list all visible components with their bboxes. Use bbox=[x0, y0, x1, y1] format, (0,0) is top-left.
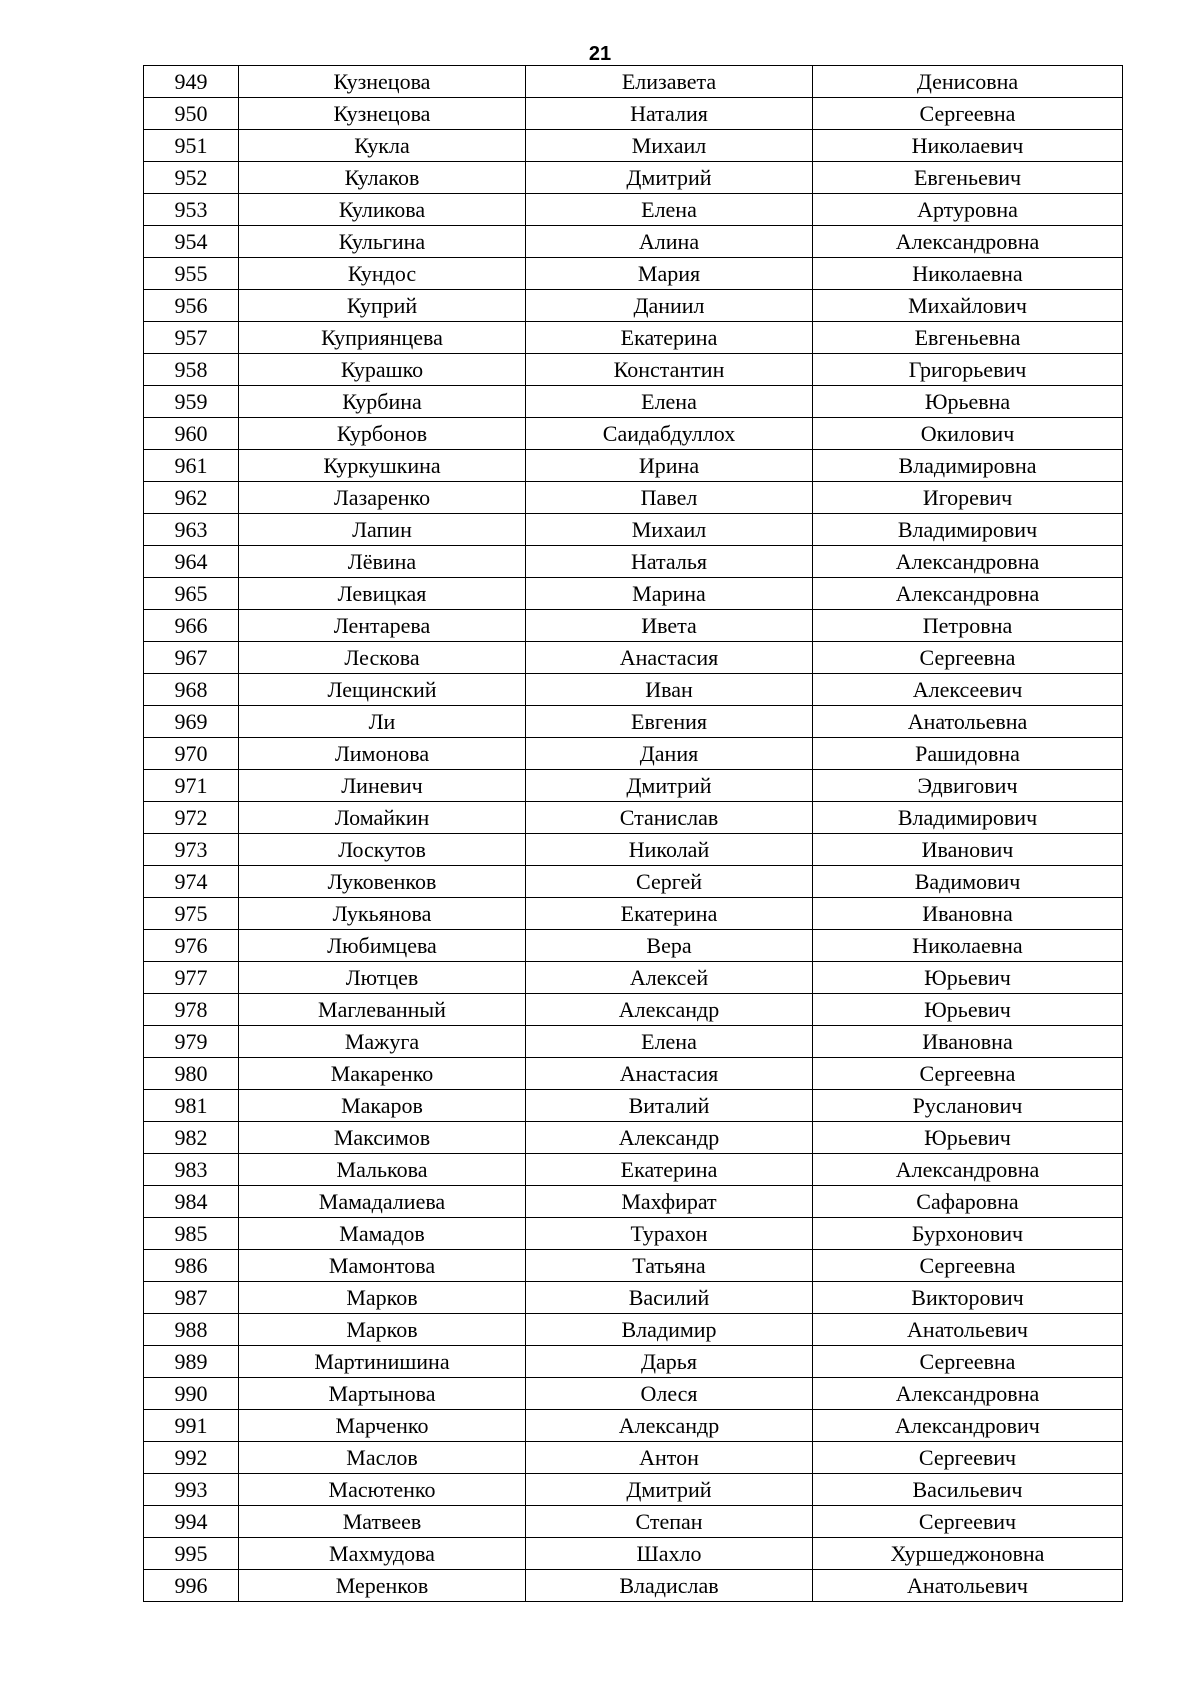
surname-cell: Лескова bbox=[239, 642, 526, 674]
patronymic-cell: Александровна bbox=[813, 226, 1123, 258]
first-name-cell: Алина bbox=[526, 226, 813, 258]
page-number: 21 bbox=[588, 43, 612, 65]
first-name-cell: Елизавета bbox=[526, 66, 813, 98]
row-number-cell: 989 bbox=[144, 1346, 239, 1378]
row-number-cell: 952 bbox=[144, 162, 239, 194]
surname-cell: Линевич bbox=[239, 770, 526, 802]
surname-cell: Лоскутов bbox=[239, 834, 526, 866]
first-name-cell: Николай bbox=[526, 834, 813, 866]
row-number-cell: 968 bbox=[144, 674, 239, 706]
table-row bbox=[144, 610, 1123, 642]
surname-cell: Лазаренко bbox=[239, 482, 526, 514]
table-row bbox=[144, 1314, 1123, 1346]
surname-cell: Кузнецова bbox=[239, 66, 526, 98]
patronymic-cell: Хуршеджоновна bbox=[813, 1538, 1123, 1570]
table-row bbox=[144, 1282, 1123, 1314]
patronymic-cell: Сергеевна bbox=[813, 98, 1123, 130]
table-row bbox=[144, 1410, 1123, 1442]
patronymic-cell: Игоревич bbox=[813, 482, 1123, 514]
table-row bbox=[144, 322, 1123, 354]
surname-cell: Куприй bbox=[239, 290, 526, 322]
surname-cell: Лещинский bbox=[239, 674, 526, 706]
row-number-cell: 949 bbox=[144, 66, 239, 98]
patronymic-cell: Анатольевна bbox=[813, 706, 1123, 738]
row-number-cell: 951 bbox=[144, 130, 239, 162]
surname-cell: Махмудова bbox=[239, 1538, 526, 1570]
surname-cell: Кулаков bbox=[239, 162, 526, 194]
surname-cell: Курбонов bbox=[239, 418, 526, 450]
row-number-cell: 971 bbox=[144, 770, 239, 802]
row-number-cell: 979 bbox=[144, 1026, 239, 1058]
table-row bbox=[144, 770, 1123, 802]
patronymic-cell: Александровна bbox=[813, 578, 1123, 610]
table-row bbox=[144, 706, 1123, 738]
patronymic-cell: Анатольевич bbox=[813, 1570, 1123, 1602]
row-number-cell: 978 bbox=[144, 994, 239, 1026]
patronymic-cell: Юрьевич bbox=[813, 994, 1123, 1026]
surname-cell: Лентарева bbox=[239, 610, 526, 642]
surname-cell: Марков bbox=[239, 1282, 526, 1314]
table-row bbox=[144, 962, 1123, 994]
patronymic-cell: Викторович bbox=[813, 1282, 1123, 1314]
surname-cell: Лукьянова bbox=[239, 898, 526, 930]
first-name-cell: Марина bbox=[526, 578, 813, 610]
row-number-cell: 953 bbox=[144, 194, 239, 226]
row-number-cell: 987 bbox=[144, 1282, 239, 1314]
patronymic-cell: Сергеевич bbox=[813, 1442, 1123, 1474]
roster-body bbox=[144, 66, 1123, 1602]
surname-cell: Максимов bbox=[239, 1122, 526, 1154]
first-name-cell: Махфират bbox=[526, 1186, 813, 1218]
first-name-cell: Дмитрий bbox=[526, 162, 813, 194]
surname-cell: Мамадов bbox=[239, 1218, 526, 1250]
row-number-cell: 993 bbox=[144, 1474, 239, 1506]
first-name-cell: Виталий bbox=[526, 1090, 813, 1122]
surname-cell: Кузнецова bbox=[239, 98, 526, 130]
first-name-cell: Павел bbox=[526, 482, 813, 514]
first-name-cell: Екатерина bbox=[526, 898, 813, 930]
first-name-cell: Елена bbox=[526, 194, 813, 226]
row-number-cell: 966 bbox=[144, 610, 239, 642]
first-name-cell: Дмитрий bbox=[526, 770, 813, 802]
patronymic-cell: Евгеньевна bbox=[813, 322, 1123, 354]
first-name-cell: Александр bbox=[526, 1410, 813, 1442]
surname-cell: Кукла bbox=[239, 130, 526, 162]
surname-cell: Кульгина bbox=[239, 226, 526, 258]
patronymic-cell: Владимирович bbox=[813, 802, 1123, 834]
table-row bbox=[144, 1026, 1123, 1058]
surname-cell: Лимонова bbox=[239, 738, 526, 770]
table-row bbox=[144, 930, 1123, 962]
patronymic-cell: Александровна bbox=[813, 1154, 1123, 1186]
patronymic-cell: Владимирович bbox=[813, 514, 1123, 546]
row-number-cell: 982 bbox=[144, 1122, 239, 1154]
patronymic-cell: Сафаровна bbox=[813, 1186, 1123, 1218]
patronymic-cell: Денисовна bbox=[813, 66, 1123, 98]
row-number-cell: 965 bbox=[144, 578, 239, 610]
surname-cell: Ломайкин bbox=[239, 802, 526, 834]
table-row bbox=[144, 1442, 1123, 1474]
row-number-cell: 986 bbox=[144, 1250, 239, 1282]
row-number-cell: 955 bbox=[144, 258, 239, 290]
surname-cell: Кундос bbox=[239, 258, 526, 290]
row-number-cell: 960 bbox=[144, 418, 239, 450]
row-number-cell: 959 bbox=[144, 386, 239, 418]
surname-cell: Марченко bbox=[239, 1410, 526, 1442]
first-name-cell: Константин bbox=[526, 354, 813, 386]
first-name-cell: Екатерина bbox=[526, 322, 813, 354]
row-number-cell: 954 bbox=[144, 226, 239, 258]
surname-cell: Матвеев bbox=[239, 1506, 526, 1538]
table-row bbox=[144, 1218, 1123, 1250]
table-row bbox=[144, 898, 1123, 930]
table-row bbox=[144, 994, 1123, 1026]
patronymic-cell: Евгеньевич bbox=[813, 162, 1123, 194]
first-name-cell: Дания bbox=[526, 738, 813, 770]
first-name-cell: Александр bbox=[526, 1122, 813, 1154]
patronymic-cell: Сергеевна bbox=[813, 1346, 1123, 1378]
first-name-cell: Сергей bbox=[526, 866, 813, 898]
row-number-cell: 991 bbox=[144, 1410, 239, 1442]
surname-cell: Мартынова bbox=[239, 1378, 526, 1410]
patronymic-cell: Сергеевич bbox=[813, 1506, 1123, 1538]
patronymic-cell: Сергеевна bbox=[813, 1250, 1123, 1282]
row-number-cell: 969 bbox=[144, 706, 239, 738]
row-number-cell: 963 bbox=[144, 514, 239, 546]
first-name-cell: Дарья bbox=[526, 1346, 813, 1378]
patronymic-cell: Бурхонович bbox=[813, 1218, 1123, 1250]
row-number-cell: 984 bbox=[144, 1186, 239, 1218]
table-row bbox=[144, 514, 1123, 546]
row-number-cell: 970 bbox=[144, 738, 239, 770]
surname-cell: Меренков bbox=[239, 1570, 526, 1602]
row-number-cell: 995 bbox=[144, 1538, 239, 1570]
row-number-cell: 957 bbox=[144, 322, 239, 354]
table-row bbox=[144, 578, 1123, 610]
patronymic-cell: Ивановна bbox=[813, 898, 1123, 930]
table-row bbox=[144, 1250, 1123, 1282]
first-name-cell: Елена bbox=[526, 386, 813, 418]
surname-cell: Масютенко bbox=[239, 1474, 526, 1506]
row-number-cell: 981 bbox=[144, 1090, 239, 1122]
patronymic-cell: Петровна bbox=[813, 610, 1123, 642]
table-row bbox=[144, 866, 1123, 898]
table-row bbox=[144, 738, 1123, 770]
patronymic-cell: Анатольевич bbox=[813, 1314, 1123, 1346]
row-number-cell: 994 bbox=[144, 1506, 239, 1538]
surname-cell: Макаренко bbox=[239, 1058, 526, 1090]
surname-cell: Макаров bbox=[239, 1090, 526, 1122]
first-name-cell: Дмитрий bbox=[526, 1474, 813, 1506]
row-number-cell: 977 bbox=[144, 962, 239, 994]
patronymic-cell: Ивановна bbox=[813, 1026, 1123, 1058]
patronymic-cell: Васильевич bbox=[813, 1474, 1123, 1506]
first-name-cell: Владимир bbox=[526, 1314, 813, 1346]
patronymic-cell: Николаевич bbox=[813, 130, 1123, 162]
table-row bbox=[144, 162, 1123, 194]
patronymic-cell: Юрьевич bbox=[813, 962, 1123, 994]
table-row bbox=[144, 642, 1123, 674]
first-name-cell: Станислав bbox=[526, 802, 813, 834]
table-row bbox=[144, 290, 1123, 322]
patronymic-cell: Рашидовна bbox=[813, 738, 1123, 770]
row-number-cell: 985 bbox=[144, 1218, 239, 1250]
surname-cell: Ли bbox=[239, 706, 526, 738]
row-number-cell: 956 bbox=[144, 290, 239, 322]
first-name-cell: Мария bbox=[526, 258, 813, 290]
first-name-cell: Ивета bbox=[526, 610, 813, 642]
table-row bbox=[144, 1122, 1123, 1154]
first-name-cell: Анастасия bbox=[526, 642, 813, 674]
first-name-cell: Владислав bbox=[526, 1570, 813, 1602]
surname-cell: Лапин bbox=[239, 514, 526, 546]
table-row bbox=[144, 1506, 1123, 1538]
first-name-cell: Василий bbox=[526, 1282, 813, 1314]
table-row bbox=[144, 482, 1123, 514]
table-row bbox=[144, 1154, 1123, 1186]
first-name-cell: Наталия bbox=[526, 98, 813, 130]
surname-cell: Куприянцева bbox=[239, 322, 526, 354]
first-name-cell: Даниил bbox=[526, 290, 813, 322]
surname-cell: Луковенков bbox=[239, 866, 526, 898]
row-number-cell: 950 bbox=[144, 98, 239, 130]
row-number-cell: 988 bbox=[144, 1314, 239, 1346]
patronymic-cell: Эдвигович bbox=[813, 770, 1123, 802]
patronymic-cell: Николаевна bbox=[813, 258, 1123, 290]
table-row bbox=[144, 674, 1123, 706]
first-name-cell: Саидабдуллох bbox=[526, 418, 813, 450]
patronymic-cell: Михайлович bbox=[813, 290, 1123, 322]
first-name-cell: Вера bbox=[526, 930, 813, 962]
surname-cell: Маглеванный bbox=[239, 994, 526, 1026]
patronymic-cell: Владимировна bbox=[813, 450, 1123, 482]
surname-cell: Курашко bbox=[239, 354, 526, 386]
row-number-cell: 961 bbox=[144, 450, 239, 482]
patronymic-cell: Иванович bbox=[813, 834, 1123, 866]
surname-cell: Куликова bbox=[239, 194, 526, 226]
surname-cell: Марков bbox=[239, 1314, 526, 1346]
patronymic-cell: Юрьевна bbox=[813, 386, 1123, 418]
row-number-cell: 983 bbox=[144, 1154, 239, 1186]
row-number-cell: 972 bbox=[144, 802, 239, 834]
first-name-cell: Шахло bbox=[526, 1538, 813, 1570]
row-number-cell: 980 bbox=[144, 1058, 239, 1090]
row-number-cell: 976 bbox=[144, 930, 239, 962]
row-number-cell: 974 bbox=[144, 866, 239, 898]
surname-cell: Курбина bbox=[239, 386, 526, 418]
row-number-cell: 975 bbox=[144, 898, 239, 930]
row-number-cell: 967 bbox=[144, 642, 239, 674]
table-row bbox=[144, 450, 1123, 482]
surname-cell: Мамадалиева bbox=[239, 1186, 526, 1218]
row-number-cell: 992 bbox=[144, 1442, 239, 1474]
surname-cell: Мамонтова bbox=[239, 1250, 526, 1282]
surname-cell: Любимцева bbox=[239, 930, 526, 962]
first-name-cell: Михаил bbox=[526, 130, 813, 162]
patronymic-cell: Григорьевич bbox=[813, 354, 1123, 386]
table-row bbox=[144, 226, 1123, 258]
roster-table bbox=[143, 65, 1123, 1602]
first-name-cell: Михаил bbox=[526, 514, 813, 546]
table-row bbox=[144, 546, 1123, 578]
table-row bbox=[144, 1474, 1123, 1506]
patronymic-cell: Русланович bbox=[813, 1090, 1123, 1122]
first-name-cell: Анастасия bbox=[526, 1058, 813, 1090]
table-row bbox=[144, 1346, 1123, 1378]
row-number-cell: 990 bbox=[144, 1378, 239, 1410]
row-number-cell: 964 bbox=[144, 546, 239, 578]
first-name-cell: Степан bbox=[526, 1506, 813, 1538]
table-row bbox=[144, 1538, 1123, 1570]
table-row bbox=[144, 1058, 1123, 1090]
patronymic-cell: Юрьевич bbox=[813, 1122, 1123, 1154]
first-name-cell: Екатерина bbox=[526, 1154, 813, 1186]
first-name-cell: Антон bbox=[526, 1442, 813, 1474]
row-number-cell: 996 bbox=[144, 1570, 239, 1602]
patronymic-cell: Артуровна bbox=[813, 194, 1123, 226]
patronymic-cell: Александрович bbox=[813, 1410, 1123, 1442]
first-name-cell: Александр bbox=[526, 994, 813, 1026]
table-row bbox=[144, 1090, 1123, 1122]
patronymic-cell: Николаевна bbox=[813, 930, 1123, 962]
table-row bbox=[144, 834, 1123, 866]
surname-cell: Мажуга bbox=[239, 1026, 526, 1058]
patronymic-cell: Сергеевна bbox=[813, 642, 1123, 674]
patronymic-cell: Вадимович bbox=[813, 866, 1123, 898]
row-number-cell: 973 bbox=[144, 834, 239, 866]
table-row bbox=[144, 386, 1123, 418]
table-row bbox=[144, 258, 1123, 290]
row-number-cell: 958 bbox=[144, 354, 239, 386]
table-row bbox=[144, 194, 1123, 226]
patronymic-cell: Алексеевич bbox=[813, 674, 1123, 706]
table-row bbox=[144, 66, 1123, 98]
first-name-cell: Турахон bbox=[526, 1218, 813, 1250]
surname-cell: Мартинишина bbox=[239, 1346, 526, 1378]
first-name-cell: Ирина bbox=[526, 450, 813, 482]
first-name-cell: Елена bbox=[526, 1026, 813, 1058]
first-name-cell: Алексей bbox=[526, 962, 813, 994]
surname-cell: Лёвина bbox=[239, 546, 526, 578]
patronymic-cell: Александровна bbox=[813, 546, 1123, 578]
table-row bbox=[144, 98, 1123, 130]
first-name-cell: Татьяна bbox=[526, 1250, 813, 1282]
surname-cell: Левицкая bbox=[239, 578, 526, 610]
table-row bbox=[144, 802, 1123, 834]
first-name-cell: Иван bbox=[526, 674, 813, 706]
surname-cell: Лютцев bbox=[239, 962, 526, 994]
row-number-cell: 962 bbox=[144, 482, 239, 514]
table-row bbox=[144, 418, 1123, 450]
first-name-cell: Олеся bbox=[526, 1378, 813, 1410]
table-row bbox=[144, 354, 1123, 386]
surname-cell: Маслов bbox=[239, 1442, 526, 1474]
table-row bbox=[144, 1570, 1123, 1602]
surname-cell: Куркушкина bbox=[239, 450, 526, 482]
patronymic-cell: Сергеевна bbox=[813, 1058, 1123, 1090]
patronymic-cell: Александровна bbox=[813, 1378, 1123, 1410]
patronymic-cell: Окилович bbox=[813, 418, 1123, 450]
table-row bbox=[144, 130, 1123, 162]
first-name-cell: Евгения bbox=[526, 706, 813, 738]
table-row bbox=[144, 1378, 1123, 1410]
table-row bbox=[144, 1186, 1123, 1218]
surname-cell: Малькова bbox=[239, 1154, 526, 1186]
first-name-cell: Наталья bbox=[526, 546, 813, 578]
